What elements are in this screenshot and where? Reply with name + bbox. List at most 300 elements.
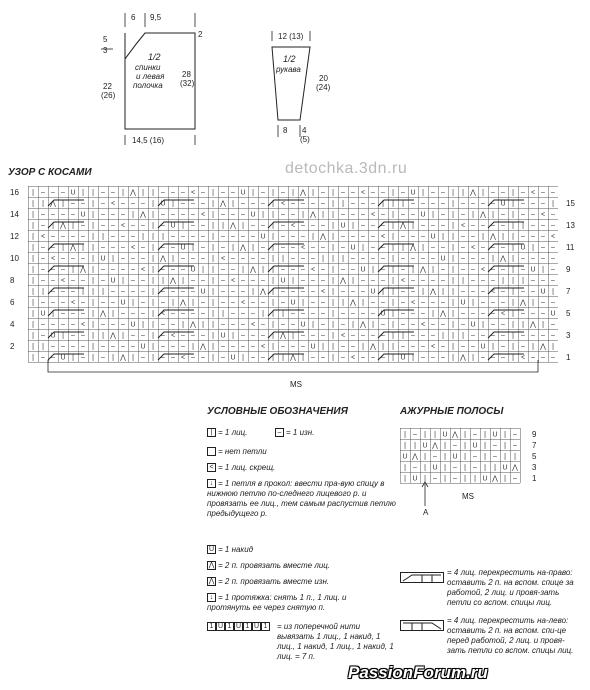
stitch-symbol: U	[60, 354, 66, 362]
stitch-symbol: |	[182, 277, 184, 285]
stitch-symbol: –	[431, 299, 435, 307]
stitch-symbol: |	[212, 200, 214, 208]
stitch-symbol: –	[381, 222, 385, 230]
stitch-symbol: |	[62, 200, 64, 208]
stitch-symbol: –	[361, 277, 365, 285]
stitch-symbol: –	[171, 321, 175, 329]
stitch-symbol: –	[141, 277, 145, 285]
stitch-symbol: |	[92, 211, 94, 219]
sleeve-top-dim: 12 (13)	[278, 32, 304, 41]
stitch-symbol: –	[321, 332, 325, 340]
stitch-symbol: |	[452, 233, 454, 241]
stitch-symbol: –	[171, 189, 175, 197]
stitch-symbol: –	[71, 211, 75, 219]
stitch-symbol: –	[401, 211, 405, 219]
stitch-symbol: –	[371, 222, 375, 230]
stitch-symbol: –	[321, 189, 325, 197]
stitch-symbol: U	[80, 211, 86, 219]
stitch-symbol: |	[462, 277, 464, 285]
stitch-symbol: |	[272, 222, 274, 230]
stitch-symbol: |	[392, 343, 394, 351]
stitch-symbol: –	[81, 277, 85, 285]
stitch-symbol: –	[81, 299, 85, 307]
stitch-symbol: –	[521, 266, 525, 274]
stitch-symbol: –	[291, 244, 295, 252]
stitch-symbol: <	[200, 211, 206, 219]
stitch-symbol: –	[421, 299, 425, 307]
stitch-symbol: |	[392, 200, 394, 208]
stitch-symbol: |	[32, 244, 34, 252]
stitch-symbol: –	[541, 189, 545, 197]
stitch-symbol: –	[261, 277, 265, 285]
stitch-symbol: –	[361, 211, 365, 219]
stitch-symbol: –	[421, 354, 425, 362]
stitch-symbol: |	[452, 189, 454, 197]
stitch-symbol: –	[541, 277, 545, 285]
stitch-symbol: |	[92, 233, 94, 241]
stitch-symbol: –	[221, 321, 225, 329]
stitch-symbol: U	[540, 288, 546, 296]
stitch-symbol: |	[362, 299, 364, 307]
stitch-symbol: |	[452, 277, 454, 285]
stitch-symbol: U	[500, 200, 506, 208]
stitch-symbol: –	[301, 343, 305, 351]
stitch-symbol: –	[481, 288, 485, 296]
stitch-symbol: –	[121, 310, 125, 318]
stitch-symbol: |	[552, 288, 554, 296]
stitch-symbol: –	[81, 200, 85, 208]
stitch-symbol: –	[41, 222, 45, 230]
stitch-symbol: |	[432, 310, 434, 318]
stitch-symbol: –	[521, 255, 525, 263]
stitch-symbol: –	[101, 211, 105, 219]
stitch-symbol: –	[101, 277, 105, 285]
stitch-symbol: –	[111, 244, 115, 252]
stitch-symbol: –	[351, 343, 355, 351]
stitch-symbol: –	[161, 244, 165, 252]
stitch-symbol: –	[361, 332, 365, 340]
stitch-symbol: U	[380, 310, 386, 318]
stitch-symbol: –	[291, 343, 295, 351]
stitch-symbol: –	[371, 244, 375, 252]
stitch-symbol: –	[101, 321, 105, 329]
stitch-symbol: –	[401, 288, 405, 296]
legend-knit: | = 1 лиц.	[207, 428, 247, 438]
stitch-symbol: –	[351, 266, 355, 274]
stitch-symbol: |	[392, 288, 394, 296]
stitch-symbol: –	[551, 321, 555, 329]
knit-symbol-icon: |	[207, 428, 216, 437]
sleeve-label: рукава	[276, 65, 301, 74]
stitch-symbol: |	[512, 299, 514, 307]
stitch-symbol: –	[261, 332, 265, 340]
stitch-symbol: |	[412, 354, 414, 362]
stitch-symbol: –	[461, 233, 465, 241]
stitch-symbol: –	[121, 255, 125, 263]
stitch-symbol: |	[152, 310, 154, 318]
stitch-symbol: |	[82, 288, 84, 296]
row-number-right: 7	[566, 287, 571, 296]
stitch-symbol: |	[332, 299, 334, 307]
lace-stitch-symbol: U	[502, 464, 508, 472]
lace-stitch-symbol: ⋀	[412, 453, 418, 461]
stitch-symbol: –	[111, 189, 115, 197]
stitch-symbol: |	[482, 189, 484, 197]
back-height-left-alt: (26)	[101, 91, 116, 100]
stitch-symbol: –	[251, 222, 255, 230]
back-left-dim-a: 5	[103, 35, 108, 44]
stitch-symbol: |	[212, 189, 214, 197]
stitch-symbol: –	[141, 222, 145, 230]
stitch-symbol: –	[411, 321, 415, 329]
stitch-symbol: –	[171, 354, 175, 362]
stitch-symbol: –	[481, 244, 485, 252]
stitch-symbol: –	[171, 211, 175, 219]
row-number-left: 14	[10, 210, 19, 219]
crossed-knit-symbol-icon: <	[207, 463, 216, 472]
stitch-symbol: |	[42, 288, 44, 296]
stitch-symbol: –	[471, 277, 475, 285]
stitch-symbol: –	[541, 332, 545, 340]
stitch-symbol: |	[62, 332, 64, 340]
seven-stitch-cell-icon: 1	[207, 622, 216, 631]
stitch-symbol: –	[201, 233, 205, 241]
stitch-symbol: <	[400, 277, 406, 285]
main-chart-title: УЗОР С КОСАМИ	[8, 167, 92, 178]
legend-seven-stitch: = из поперечной нити вывязать 1 лиц., 1 накид, 1 лиц., 1 накид, 1 лиц., 1 накид, 1 лиц. = 7 п.	[277, 622, 394, 661]
stitch-symbol: |	[172, 200, 174, 208]
stitch-symbol: –	[501, 343, 505, 351]
stitch-symbol: |	[452, 310, 454, 318]
stitch-symbol: –	[141, 200, 145, 208]
stitch-symbol: U	[410, 189, 416, 197]
stitch-symbol: |	[232, 200, 234, 208]
stitch-symbol: –	[431, 277, 435, 285]
stitch-symbol: –	[181, 288, 185, 296]
stitch-symbol: –	[231, 255, 235, 263]
stitch-symbol: <	[500, 310, 506, 318]
stitch-symbol: –	[411, 310, 415, 318]
row-number-right: 5	[566, 309, 571, 318]
stitch-symbol: |	[182, 321, 184, 329]
stitch-symbol: –	[411, 233, 415, 241]
stitch-symbol: –	[441, 244, 445, 252]
stitch-symbol: |	[332, 343, 334, 351]
stitch-symbol: –	[501, 299, 505, 307]
stitch-symbol: <	[320, 288, 326, 296]
stitch-symbol: –	[491, 332, 495, 340]
stitch-symbol: <	[460, 222, 466, 230]
sleeve-height-alt: (24)	[316, 83, 331, 92]
lace-stitch-symbol: |	[464, 442, 466, 450]
lace-stitch-symbol: –	[493, 442, 497, 450]
stitch-symbol: |	[442, 233, 444, 241]
lace-stitch-symbol: U	[402, 453, 408, 461]
stitch-symbol: ⋀	[430, 288, 436, 296]
stitch-symbol: –	[351, 211, 355, 219]
stitch-symbol: –	[531, 332, 535, 340]
stitch-symbol: ⋀	[470, 189, 476, 197]
stitch-symbol: –	[321, 310, 325, 318]
stitch-symbol: <	[290, 222, 296, 230]
stitch-symbol: |	[382, 200, 384, 208]
stitch-symbol: –	[481, 200, 485, 208]
stitch-symbol: –	[551, 332, 555, 340]
stitch-symbol: U	[550, 310, 556, 318]
stitch-symbol: –	[401, 299, 405, 307]
stitch-symbol: –	[311, 222, 315, 230]
stitch-symbol: –	[281, 321, 285, 329]
lace-stitch-symbol: |	[444, 464, 446, 472]
stitch-symbol: |	[332, 332, 334, 340]
row-number-right: 9	[566, 265, 571, 274]
stitch-symbol: |	[412, 222, 414, 230]
stitch-symbol: <	[550, 233, 556, 241]
stitch-symbol: –	[41, 266, 45, 274]
legend-crossed-knit: < = 1 лиц. скрещ.	[207, 463, 275, 473]
stitch-symbol: –	[61, 299, 65, 307]
lace-chart-repeat-label: MS	[462, 492, 474, 501]
stitch-symbol: –	[51, 244, 55, 252]
stitch-symbol: –	[411, 277, 415, 285]
stitch-symbol: |	[72, 222, 74, 230]
stitch-symbol: |	[282, 255, 284, 263]
stitch-symbol: –	[61, 211, 65, 219]
stitch-symbol: |	[192, 343, 194, 351]
stitch-symbol: |	[362, 244, 364, 252]
stitch-symbol: |	[152, 288, 154, 296]
legend-p2tog: ⋀ = 2 п. провязать вместе изн.	[208, 577, 330, 586]
stitch-symbol: |	[242, 222, 244, 230]
lace-stitch-symbol: –	[473, 453, 477, 461]
stitch-symbol: –	[41, 189, 45, 197]
stitch-symbol: –	[321, 277, 325, 285]
lace-stitch-symbol: –	[433, 453, 437, 461]
lace-stitch-symbol: |	[484, 431, 486, 439]
lace-chart-title: АЖУРНЫЕ ПОЛОСЫ	[400, 406, 504, 417]
stitch-symbol: –	[171, 244, 175, 252]
stitch-symbol: |	[122, 332, 124, 340]
stitch-symbol: |	[302, 211, 304, 219]
stitch-symbol: |	[282, 354, 284, 362]
stitch-symbol: |	[32, 200, 34, 208]
stitch-symbol: |	[132, 211, 134, 219]
stitch-symbol: |	[272, 343, 274, 351]
stitch-symbol: –	[431, 244, 435, 252]
stitch-symbol: |	[522, 277, 524, 285]
stitch-symbol: –	[71, 233, 75, 241]
stitch-symbol: <	[300, 244, 306, 252]
stitch-symbol: |	[112, 354, 114, 362]
stitch-symbol: –	[51, 321, 55, 329]
stitch-symbol: |	[552, 343, 554, 351]
stitch-symbol: –	[311, 288, 315, 296]
stitch-symbol: –	[51, 189, 55, 197]
lace-stitch-symbol: –	[473, 464, 477, 472]
row-number-right: 1	[566, 353, 571, 362]
stitch-symbol: –	[261, 321, 265, 329]
stitch-symbol: U	[50, 332, 56, 340]
stitch-symbol: |	[292, 189, 294, 197]
stitch-symbol: U	[440, 255, 446, 263]
stitch-symbol: U	[70, 189, 76, 197]
stitch-symbol: <	[520, 354, 526, 362]
stitch-symbol: –	[121, 211, 125, 219]
stitch-symbol: –	[521, 200, 525, 208]
stitch-symbol: U	[170, 222, 176, 230]
row-number-left: 12	[10, 232, 19, 241]
stitch-symbol: |	[392, 310, 394, 318]
stitch-symbol: |	[92, 354, 94, 362]
stitch-symbol: –	[61, 310, 65, 318]
lace-stitch-symbol: U	[422, 442, 428, 450]
stitch-symbol: |	[272, 354, 274, 362]
stitch-symbol: |	[452, 211, 454, 219]
stitch-symbol: –	[541, 354, 545, 362]
stitch-symbol: –	[261, 200, 265, 208]
stitch-symbol: |	[372, 266, 374, 274]
sleeve-title: 1/2	[283, 54, 296, 64]
stitch-symbol: –	[501, 332, 505, 340]
stitch-symbol: –	[101, 343, 105, 351]
seven-stitch-cell-icon: 1	[243, 622, 252, 631]
stitch-symbol: –	[441, 343, 445, 351]
stitch-symbol: |	[152, 299, 154, 307]
lace-stitch-symbol: U	[492, 431, 498, 439]
stitch-symbol: –	[311, 200, 315, 208]
stitch-symbol: –	[251, 277, 255, 285]
legend-cable-right: = 4 лиц. перекрестить на-право: оставить 2 п. на вспом. спице за работой, 2 лиц. и провя-зать петли со вспом. спицы лиц.	[447, 568, 574, 607]
stitch-symbol: –	[531, 222, 535, 230]
back-height-right: 28	[182, 70, 191, 79]
stitch-symbol: |	[272, 288, 274, 296]
stitch-symbol: –	[501, 189, 505, 197]
stitch-symbol: |	[472, 211, 474, 219]
stitch-symbol: –	[551, 222, 555, 230]
stitch-symbol: |	[92, 266, 94, 274]
stitch-symbol: |	[282, 310, 284, 318]
legend-bar-loop: ↓ = 1 петля в прокол: ввести пра-вую спицу в нижнюю петлю по-следнего лицевого р. и провязать ее лиц., тем самым распустив петлю предыдущего р.	[207, 479, 396, 518]
stitch-symbol: U	[220, 332, 226, 340]
stitch-symbol: –	[241, 233, 245, 241]
stitch-symbol: ⋀	[180, 299, 186, 307]
stitch-symbol: –	[161, 354, 165, 362]
stitch-symbol: |	[402, 244, 404, 252]
stitch-symbol: –	[551, 277, 555, 285]
stitch-symbol: –	[321, 244, 325, 252]
stitch-symbol: |	[52, 222, 54, 230]
stitch-symbol: |	[152, 343, 154, 351]
stitch-symbol: U	[350, 244, 356, 252]
stitch-symbol: |	[512, 233, 514, 241]
stitch-symbol: ⋀	[230, 222, 236, 230]
stitch-symbol: –	[81, 255, 85, 263]
stitch-symbol: –	[431, 332, 435, 340]
stitch-symbol: –	[51, 211, 55, 219]
lace-chart-marker: A	[423, 508, 429, 517]
stitch-symbol: –	[401, 255, 405, 263]
legend-k2tog: ⋀ = 2 п. провязать вместе лиц.	[208, 561, 331, 570]
stitch-symbol: –	[161, 299, 165, 307]
stitch-symbol: <	[370, 211, 376, 219]
stitch-symbol: –	[41, 277, 45, 285]
stitch-symbol: ⋀	[170, 277, 176, 285]
stitch-symbol: |	[192, 299, 194, 307]
stitch-symbol: –	[341, 354, 345, 362]
stitch-symbol: –	[311, 332, 315, 340]
stitch-symbol: –	[471, 288, 475, 296]
lace-stitch-symbol: |	[404, 431, 406, 439]
stitch-symbol: |	[512, 189, 514, 197]
stitch-symbol: |	[32, 189, 34, 197]
stitch-symbol: –	[441, 266, 445, 274]
back-title: 1/2	[148, 52, 161, 62]
stitch-symbol: U	[160, 200, 166, 208]
stitch-symbol: –	[471, 255, 475, 263]
stitch-symbol: |	[102, 332, 104, 340]
stitch-symbol: –	[461, 266, 465, 274]
stitch-symbol: –	[41, 332, 45, 340]
stitch-symbol: <	[60, 277, 66, 285]
stitch-symbol: –	[501, 222, 505, 230]
stitch-symbol: |	[232, 244, 234, 252]
stitch-symbol: –	[121, 233, 125, 241]
stitch-symbol: <	[170, 332, 176, 340]
stitch-symbol: <	[160, 310, 166, 318]
stitch-symbol: <	[530, 189, 536, 197]
stitch-symbol: U	[360, 266, 366, 274]
stitch-symbol: |	[332, 233, 334, 241]
stitch-symbol: –	[41, 255, 45, 263]
stitch-symbol: –	[341, 233, 345, 241]
stitch-symbol: –	[341, 244, 345, 252]
stitch-symbol: –	[281, 233, 285, 241]
stitch-symbol: –	[221, 343, 225, 351]
stitch-symbol: |	[212, 222, 214, 230]
row-number-left: 8	[10, 276, 15, 285]
stitch-symbol: –	[301, 233, 305, 241]
stitch-symbol: –	[421, 233, 425, 241]
stitch-symbol: <	[140, 266, 146, 274]
stitch-symbol: –	[181, 266, 185, 274]
stitch-symbol: –	[61, 189, 65, 197]
stitch-symbol: <	[360, 189, 366, 197]
stitch-symbol: |	[502, 277, 504, 285]
stitch-symbol: |	[152, 321, 154, 329]
p2tog-symbol-icon: ⋀	[208, 578, 215, 586]
stitch-symbol: U	[100, 255, 106, 263]
stitch-symbol: |	[212, 299, 214, 307]
stitch-symbol: –	[471, 200, 475, 208]
stitch-symbol: ⋀	[500, 255, 506, 263]
stitch-symbol: –	[141, 310, 145, 318]
stitch-symbol: –	[371, 310, 375, 318]
stitch-symbol: –	[301, 288, 305, 296]
lace-stitch-symbol: ⋀	[452, 431, 458, 439]
stitch-symbol: –	[201, 255, 205, 263]
stitch-symbol: |	[172, 255, 174, 263]
stitch-symbol: –	[351, 255, 355, 263]
lace-stitch-symbol: –	[453, 464, 457, 472]
stitch-symbol: –	[101, 200, 105, 208]
row-number-left: 16	[10, 188, 19, 197]
stitch-symbol: |	[212, 211, 214, 219]
stitch-symbol: |	[392, 255, 394, 263]
stitch-symbol: –	[81, 332, 85, 340]
back-height-left: 22	[103, 82, 112, 91]
lace-stitch-symbol: –	[513, 431, 517, 439]
stitch-symbol: <	[430, 343, 436, 351]
